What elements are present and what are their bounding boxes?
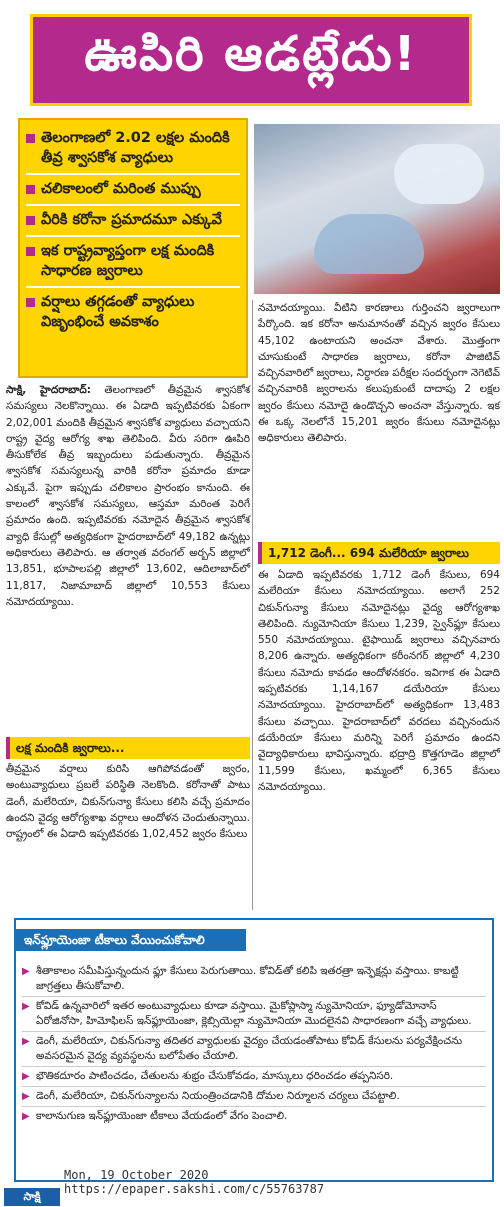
column-divider — [252, 300, 253, 910]
article-column-2b: ఈ ఏడాది ఇప్పటివరకు 1,712 డెంగీ కేసులు, 694 మలేరియా కేసులు నమోదయ్యాయి. అలాగే 252 చికున్‌గున్యా కేసులు నమోదైనట్లు వైద్య ఆరోగ్యశాఖ తెలిపింది. న్యుమోనియా కేసులు 1,239, స్వైన్‌ఫ్లూ కేసులు 550 నమోదయ్యాయి. టైఫాయిడ్ జ్వరాలు వచ్చినవారు 8,206 ఉన్నారు. అత్యధికంగా కరీంనగర్ జిల్లాలో 4,230 కేసులు నమోదు కావడం ఆందోళనకరం. ఇవిగాక ఈ ఏడాది ఇప్పటివరకు 1,14,167 డయేరియా కేసులు నమోదయ్యాయి. హైదరాబాద్‌లో అత్యధికంగా 13,483 కేసులు వచ్చాయి. హైదరాబాద్‌లో వరదలు వచ్చినందున డయేరియా కేసులు మరిన్ని పెరిగే ప్రమాదం ఉందని వైద్యాధికారులు భావిస్తున్నారు. భద్రాద్రి కొత్తగూడెం జిల్లాలో 11,599 కేసులు, ఖమ్మంలో 6,365 కేసులు నమోదయ్యాయి. — [258, 569, 500, 793]
bullet-icon: ▶ — [22, 1071, 30, 1082]
bullet-icon: ▶ — [22, 1091, 30, 1102]
highlight-item: ఇక రాష్ట్రవ్యాప్తంగా లక్ష మందికి సాధారణ జ్వరాలు — [26, 237, 240, 288]
oxygen-mask-shape — [314, 214, 424, 274]
highlight-item: తెలంగాణలో 2.02 లక్షల మందికి తీవ్ర శ్వాసకోశ వ్యాధులు — [26, 124, 240, 175]
headline-banner — [30, 14, 472, 106]
list-item: ▶ డెంగీ, మలేరియా, చికున్‌గున్యా తదితర వ్యాధులకు వైద్యం చేయడంతోపాటు కోవిడ్ కేసులను పర్యవేక్షించను అవసరమైన వైద్య వ్యవస్థలను బలోపేతం చేయాలి. — [22, 1032, 486, 1067]
dateline: సాక్షి, హైదరాబాద్: — [6, 384, 91, 396]
advice-list — [22, 962, 486, 1126]
news-photo — [254, 124, 500, 294]
article-text: తెలంగాణలో తీవ్రమైన శ్వాసకోశ సమస్యలు నెలకొన్నాయి. ఈ ఏడాది ఇప్పటివరకు ఏకంగా 2,02,001 మందికి తీవ్రమైన శ్వాసకోశ వ్యాధులు వచ్చాయని రాష్ట్ర వైద్య ఆరోగ్య శాఖ తెలిపింది. వీరు సరిగా ఊపిరి తీసుకోలేక తీవ్ర ఇబ్బందులు పడుతున్నారు. తీవ్రమైన శ్వాసకోశ సమస్యలున్న వారికి కరోనా ప్రమాదం కూడా ఎక్కువే. పైగా ఇప్పుడు చలికాలం ప్రారంభం కానుంది. ఈ కాలంలో శ్వాసకోశ సమస్యలు, ఆస్తమా మరింత పెరిగే ప్రమాదం ఉంది. ఇప్పటివరకు నమోదైన తీవ్రమైన శ్వాసకోశ వ్యాధి కేసుల్లో అత్యధికంగా హైదరాబాద్‌లో 49,182 ఉన్నట్లు అధికారులు తెలిపారు. ఆ తర్వాత వరంగల్ అర్బన్ జిల్లాలో 13,851, భూపాలపల్లి జిల్లాలో 13,602, ఆదిలాబాద్‌లో 11,817, నిజామాబాద్ జిల్లాలో 10,553 కేసులు నమోదయ్యాయి. — [6, 384, 251, 608]
highlight-item: చలికాలంలో మరింత ముప్పు — [26, 175, 240, 206]
footer-info — [64, 1168, 324, 1196]
list-item: ▶ డెంగీ, మలేరియా, చికున్‌గున్యాలను నియంత్రించడానికి దోమల నిర్మూలన చర్యలు చేపట్టాలి. — [22, 1087, 486, 1107]
bullet-icon: ▶ — [22, 966, 30, 977]
footer-url[interactable]: https://epaper.sakshi.com/c/55763787 — [64, 1182, 325, 1196]
square-bullet-icon — [26, 298, 35, 307]
footer-date: Mon, 19 October 2020 — [64, 1168, 209, 1182]
square-bullet-icon — [26, 216, 35, 225]
highlights-box — [18, 118, 248, 378]
list-item: ▶ శీతాకాలం సమీపిస్తున్నందున ఫ్లూ కేసులు పెరుగుతాయి. కోవిడ్‌తో కలిపి ఇతరత్రా ఇన్ఫెక్షన్లు వస్తాయి. కాబట్టి జాగ్రత్తలు తీసుకోవాలి. — [22, 962, 486, 997]
article-column-1 — [6, 382, 250, 610]
subheading-fevers: లక్ష మందికి జ్వరాలు... — [6, 737, 250, 759]
article-column-1b: తీవ్రమైన వర్షాలు కురిసి ఆగిపోవడంతో జ్వరం, అంటువ్యాధులు ప్రబలే పరిస్థితి నెలకొంది. కరోనాతో పాటు డెంగీ, మలేరియా, చికున్‌గున్యా కేసులు కలిసి వచ్చే ప్రమాదం ఉందని వైద్య ఆరోగ్యశాఖ వర్గాలు ఆందోళన చెందుతున్నాయి. రాష్ట్రంలో ఈ ఏడాది ఇప్పటివరకు 1,02,452 జ్వరం కేసులు — [6, 763, 250, 841]
square-bullet-icon — [26, 247, 35, 256]
bullet-icon: ▶ — [22, 1036, 30, 1047]
headline-text: ఊపిరి ఆడట్లేదు! — [84, 26, 418, 82]
subheading-dengue: 1,712 డెంగీ... 694 మలేరియా జ్వరాలు — [258, 542, 500, 564]
bullet-icon: ▶ — [22, 1111, 30, 1122]
highlight-item: వీరికి కరోనా ప్రమాదమూ ఎక్కువే — [26, 206, 240, 237]
gloved-hand-shape — [394, 144, 484, 204]
highlight-item: వర్షాలు తగ్గడంతో వ్యాధులు విజృంభించే అవకాశం — [26, 288, 240, 337]
sakshi-logo: సాక్షి — [4, 1188, 60, 1206]
list-item: ▶ కాలానుగుణ ఇన్‌ఫ్లూయెంజా టీకాలు వేయడంలో వేగం పెంచాలి. — [22, 1110, 288, 1122]
bullet-icon: ▶ — [22, 1001, 30, 1012]
list-item: ▶ కోవిడ్ ఉన్నవారిలో ఇతర అంటువ్యాధులు కూడా వస్తాయి. మైకోప్లాస్మా న్యుమోనియా, ఫ్యూడోమోనాస్ ఏరోజినోసా, హిమోఫిలస్ ఇన్‌ఫ్లూయెంజా, క్లెబ్సియెల్లా న్యుమోనియా మొదలైనవి సాధారణంగా వచ్చే వ్యాధులు. — [22, 997, 486, 1032]
square-bullet-icon — [26, 185, 35, 194]
square-bullet-icon — [26, 134, 35, 143]
advice-box-title: ఇన్‌ఫ్లూయెంజా టీకాలు వేయించుకోవాలి — [14, 929, 246, 951]
article-column-2: నమోదయ్యాయి. వీటిని కారణాలు గుర్తించని జ్వరాలుగా పేర్కొంది. ఇక కరోనా అనుమానంతో వచ్చిన జ్వరం కేసులు 45,102 ఉంటాయని అంచనా వేశారు. మొత్తంగా చూసుకుంటే సాధారణ జ్వరాలు, కరోనా పాజిటివ్ వచ్చినవారిలో జ్వరాలు, నిర్ధారణ పరీక్షల సందర్భంగా నెగెటివ్ వచ్చినవారికి జ్వరాలను కలుపుకుంటే దాదాపు 2 లక్షల జ్వరం కేసులు నమోదై ఉండొచ్చని అంచనా వేస్తున్నారు. ఇక ఈ ఒక్క నెలలోనే 15,201 జ్వరం కేసులు నమోదైనట్లు అధికారులు తెలిపారు. — [258, 302, 500, 445]
list-item: ▶ భౌతికదూరం పాటించడం, చేతులను శుభ్రం చేసుకోవడం, మాస్కులు ధరించడం తప్పనిసరి. — [22, 1067, 486, 1087]
